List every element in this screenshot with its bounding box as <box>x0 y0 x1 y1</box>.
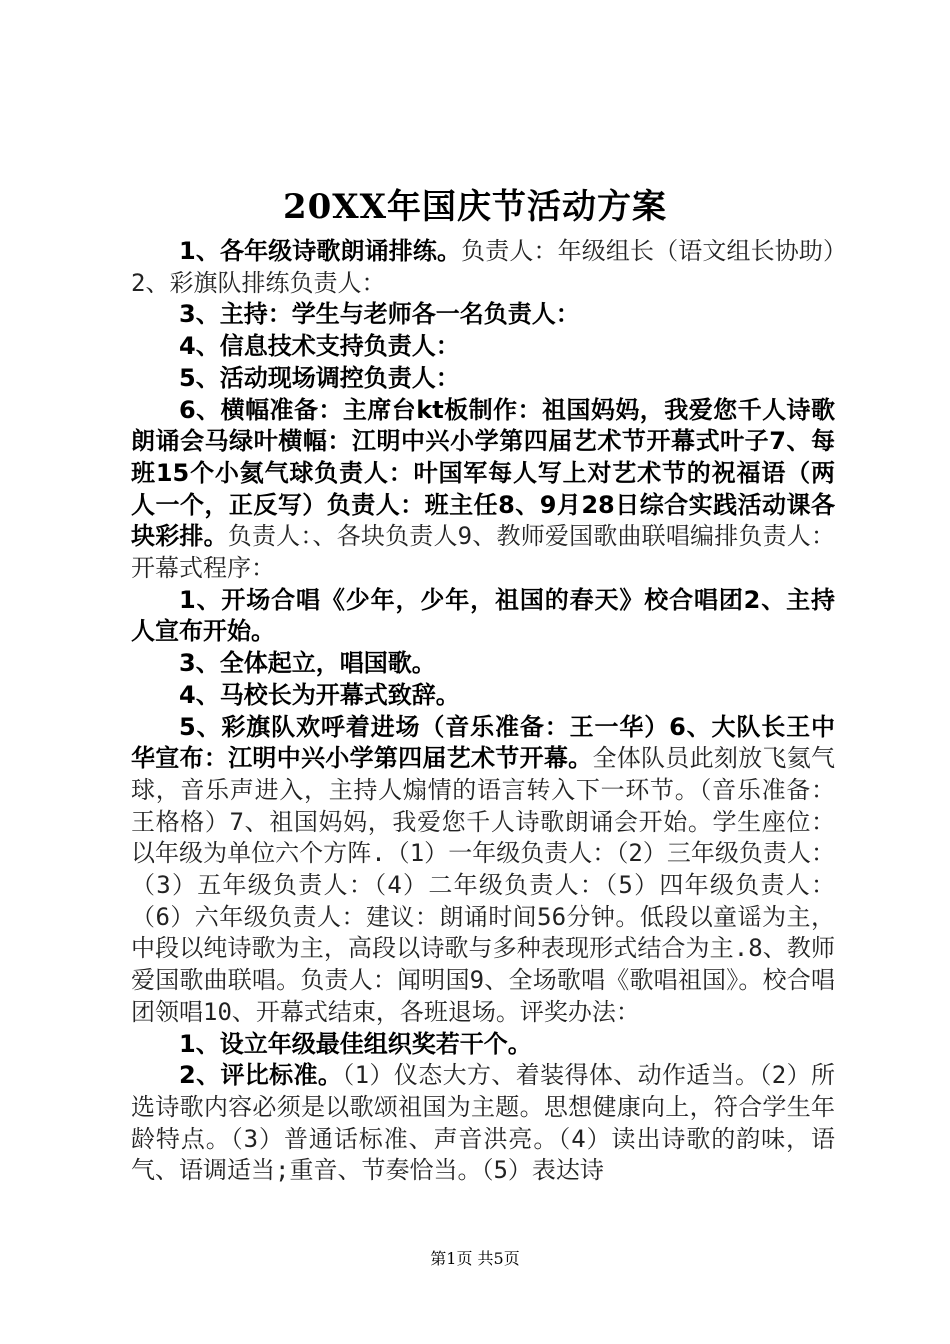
text-run: 全体队员此刻放飞氦气球，音乐声进入，主持人煽情的语言转入下一环节。（音乐准备：王格格）7、祖国妈妈，我爱您千人诗歌朗诵会开始。学生座位：以年级为单位六个方阵.（1）一年级负责人：（2）三年级负责人：（3）五年级负责人：（4）二年级负责人：（5）四年级负责人：（6）六年级负责人：建议：朗诵时间56分钟。低段以童谣为主，中段以纯诗歌为主，高段以诗歌与多种表现形式结合为主.8、教师爱国歌曲联唱。负责人：闻明国9、全场歌唱《歌唱祖国》。校合唱团领唱10、开幕式结束，各班退场。评奖办法： <box>131 744 836 1026</box>
paragraph <box>131 363 835 395</box>
paragraph <box>131 395 835 585</box>
paragraph <box>131 331 835 363</box>
paragraph <box>131 648 835 680</box>
text-run: 5、活动现场调控负责人： <box>179 363 460 392</box>
paragraph <box>131 585 835 648</box>
text-run: 4、信息技术支持负责人： <box>179 332 460 361</box>
text-run: 负责人：年级组长（语文组长协助）2、彩旗队排练负责人： <box>131 237 836 297</box>
text-run: 1、设立年级最佳组织奖若干个。 <box>179 1029 532 1058</box>
text-run: 2、评比标准。 <box>179 1061 343 1090</box>
document-body <box>131 236 835 1187</box>
text-run: 3、主持：学生与老师各一名负责人： <box>179 300 580 329</box>
text-run: 1、各年级诗歌朗诵排练。 <box>179 237 462 265</box>
paragraph <box>131 712 835 1029</box>
text-run: 负责人：、各块负责人9、教师爱国歌曲联唱编排负责人：开幕式程序： <box>131 522 835 583</box>
text-run: （1）仪态大方、着装得体、动作适当。（2）所选诗歌内容必须是以歌颂祖国为主题。思想健康向上，符合学生年龄特点。（3）普通话标准、声音洪亮。（4）读出诗歌的韵味，语气、语调适当;重音、节奏恰当。（5）表达诗 <box>131 1061 835 1185</box>
text-run: 4、马校长为开幕式致辞。 <box>179 680 460 709</box>
text-run: 1、开场合唱《少年，少年，祖国的春天》校合唱团2、主持人宣布开始。 <box>131 585 835 646</box>
paragraph <box>131 299 835 331</box>
paragraph <box>131 236 835 299</box>
text-run: 3、全体起立，唱国歌。 <box>179 649 436 678</box>
text-run: 6、横幅准备：主席台kt板制作：祖国妈妈，我爱您千人诗歌朗诵会马绿叶横幅：江明中兴小学第四届艺术节开幕式叶子7、每班15个小氦气球负责人：叶国军每人写上对艺术节的祝福语（两人一个，正反写）负责人：班主任8、9月28日综合实践活动课各块彩排。 <box>131 395 835 551</box>
paragraph <box>131 1029 835 1061</box>
document-title: 20XX年国庆节活动方案 <box>282 187 668 227</box>
page-footer: 第1页 共5页 <box>430 1249 520 1268</box>
text-run: 5、彩旗队欢呼着进场（音乐准备：王一华）6、大队长王中华宣布：江明中兴小学第四届艺术节开幕。 <box>131 712 835 773</box>
paragraph <box>131 680 835 712</box>
paragraph <box>131 1060 835 1187</box>
